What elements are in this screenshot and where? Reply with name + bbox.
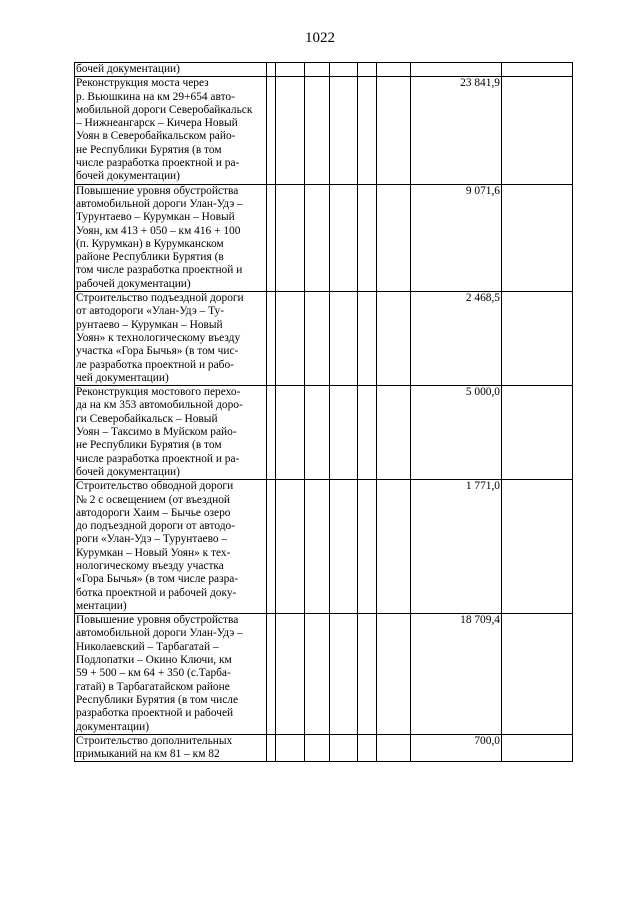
empty-cell [330, 386, 358, 480]
empty-cell [267, 734, 276, 762]
empty-cell [377, 386, 411, 480]
description-line: Строительство подъездной дороги [76, 292, 244, 305]
empty-cell [305, 184, 330, 291]
table-row [75, 614, 573, 735]
description-line: «Гора Бычья» (в том числе разра- [76, 573, 239, 586]
empty-cell [330, 614, 358, 735]
description-line: Николаевский – Тарбагатай – [76, 640, 219, 653]
empty-cell [276, 77, 305, 184]
description-line: Уоян» к технологическому въезду [76, 331, 241, 344]
description-line: р. Вьюшкина на км 29+654 авто- [76, 90, 235, 103]
empty-cell [502, 292, 573, 386]
description-line: ментации) [76, 599, 127, 612]
empty-cell [267, 77, 276, 184]
description-line: до подъездной дороги от автодо- [76, 520, 236, 533]
page-number: 1022 [305, 30, 335, 46]
description-line: рунтаево – Курумкан – Новый [76, 318, 223, 331]
table-row [75, 184, 573, 291]
row-description [75, 734, 267, 762]
empty-cell [502, 734, 573, 762]
empty-cell [330, 184, 358, 291]
description-line: не Республики Бурятия (в том [76, 143, 222, 156]
empty-cell [358, 184, 377, 291]
row-amount: 23 841,9 [411, 77, 502, 184]
empty-cell [502, 184, 573, 291]
empty-cell [377, 292, 411, 386]
description-line: числе разработка проектной и ра- [76, 452, 240, 465]
description-line: не Республики Бурятия (в том [76, 439, 222, 452]
description-line: – Нижнеангарск – Кичера Новый [76, 117, 238, 130]
description-line: Повышение уровня обустройства [76, 184, 239, 197]
description-line: нологическому въезду участка [76, 559, 224, 572]
empty-cell [358, 63, 377, 77]
table-row [75, 63, 573, 77]
description-line: ботка проектной и рабочей доку- [76, 586, 237, 599]
description-line: чей документации) [76, 371, 169, 384]
description-line: участка «Гора Бычья» (в том чис- [76, 345, 239, 358]
empty-cell [330, 63, 358, 77]
empty-cell [377, 480, 411, 614]
empty-cell [377, 63, 411, 77]
row-amount: 5 000,0 [411, 386, 502, 480]
description-line: от автодороги «Улан-Удэ – Ту- [76, 305, 225, 318]
empty-cell [330, 292, 358, 386]
table-row [75, 77, 573, 184]
description-line: Курумкан – Новый Уоян» к тех- [76, 546, 231, 559]
empty-cell [276, 292, 305, 386]
description-line: автомобильной дороги Улан-Удэ – [76, 197, 243, 210]
empty-cell [276, 184, 305, 291]
row-amount: 700,0 [411, 734, 502, 762]
description-line: районе Республики Бурятия (в [76, 251, 224, 264]
description-line: числе разработка проектной и ра- [76, 157, 240, 170]
empty-cell [276, 63, 305, 77]
description-line: Уоян – Таксимо в Муйском райо- [76, 426, 237, 439]
row-description [75, 614, 267, 735]
row-amount: 2 468,5 [411, 292, 502, 386]
description-line: Подлопатки – Окино Ключи, км [76, 654, 232, 667]
empty-cell [267, 480, 276, 614]
table-row [75, 292, 573, 386]
description-line: Реконструкция мостового перехо- [76, 386, 241, 399]
description-line: (п. Курумкан) в Курумканском [76, 237, 224, 250]
empty-cell [377, 614, 411, 735]
description-line: Республики Бурятия (в том числе [76, 693, 239, 706]
empty-cell [305, 63, 330, 77]
empty-cell [502, 63, 573, 77]
description-line: мобильной дороги Северобайкальск [76, 103, 253, 116]
empty-cell [330, 77, 358, 184]
empty-cell [502, 386, 573, 480]
description-line: Повышение уровня обустройства [76, 614, 239, 627]
description-line: Уоян, км 413 + 050 – км 416 + 100 [76, 224, 241, 237]
description-line: ле разработка проектной и рабо- [76, 358, 234, 371]
row-amount: 9 071,6 [411, 184, 502, 291]
row-amount [411, 63, 502, 77]
description-line: Строительство обводной дороги [76, 480, 234, 493]
empty-cell [305, 386, 330, 480]
description-line: примыканий на км 81 – км 82 [76, 748, 220, 761]
description-line: да на км 353 автомобильной доро- [76, 399, 243, 412]
description-line: гатай) в Тарбагатайском районе [76, 680, 230, 693]
empty-cell [305, 480, 330, 614]
row-description [75, 480, 267, 614]
empty-cell [305, 734, 330, 762]
empty-cell [358, 292, 377, 386]
empty-cell [267, 63, 276, 77]
empty-cell [330, 734, 358, 762]
description-line: Строительство дополнительных [76, 734, 233, 747]
row-amount: 18 709,4 [411, 614, 502, 735]
row-description [75, 77, 267, 184]
empty-cell [330, 480, 358, 614]
row-description [75, 386, 267, 480]
description-line: Реконструкция моста через [76, 77, 209, 90]
empty-cell [276, 734, 305, 762]
empty-cell [305, 77, 330, 184]
description-line: ги Северобайкальск – Новый [76, 412, 218, 425]
table-row [75, 480, 573, 614]
empty-cell [267, 184, 276, 291]
description-line: бочей документации) [76, 170, 180, 183]
description-line: роги «Улан-Удэ – Турунтаево – [76, 533, 228, 546]
empty-cell [305, 614, 330, 735]
empty-cell [502, 614, 573, 735]
empty-cell [276, 386, 305, 480]
row-description [75, 292, 267, 386]
table-row [75, 386, 573, 480]
description-line: Уоян в Северобайкальском райо- [76, 130, 236, 143]
empty-cell [502, 77, 573, 184]
description-line: автодороги Хаим – Бычье озеро [76, 506, 231, 519]
empty-cell [502, 480, 573, 614]
empty-cell [358, 77, 377, 184]
description-line: № 2 с освещением (от въездной [76, 493, 231, 506]
empty-cell [358, 386, 377, 480]
empty-cell [377, 184, 411, 291]
row-amount: 1 771,0 [411, 480, 502, 614]
table-row [75, 734, 573, 762]
empty-cell [276, 480, 305, 614]
empty-cell [358, 480, 377, 614]
empty-cell [276, 614, 305, 735]
empty-cell [358, 614, 377, 735]
empty-cell [267, 614, 276, 735]
row-description [75, 184, 267, 291]
description-line: автомобильной дороги Улан-Удэ – [76, 627, 243, 640]
description-line: бочей документации) [76, 465, 180, 478]
row-description [75, 63, 267, 77]
empty-cell [267, 386, 276, 480]
description-line: документации) [76, 720, 150, 733]
description-line: 59 + 500 – км 64 + 350 (с.Тарба- [76, 667, 231, 680]
empty-cell [377, 77, 411, 184]
description-line: разработка проектной и рабочей [76, 707, 234, 720]
description-line: том числе разработка проектной и [76, 264, 243, 277]
description-line: бочей документации) [76, 63, 180, 75]
empty-cell [305, 292, 330, 386]
description-line: Турунтаево – Курумкан – Новый [76, 211, 235, 224]
empty-cell [377, 734, 411, 762]
empty-cell [358, 734, 377, 762]
empty-cell [267, 292, 276, 386]
budget-table [74, 62, 573, 762]
description-line: рабочей документации) [76, 277, 191, 290]
